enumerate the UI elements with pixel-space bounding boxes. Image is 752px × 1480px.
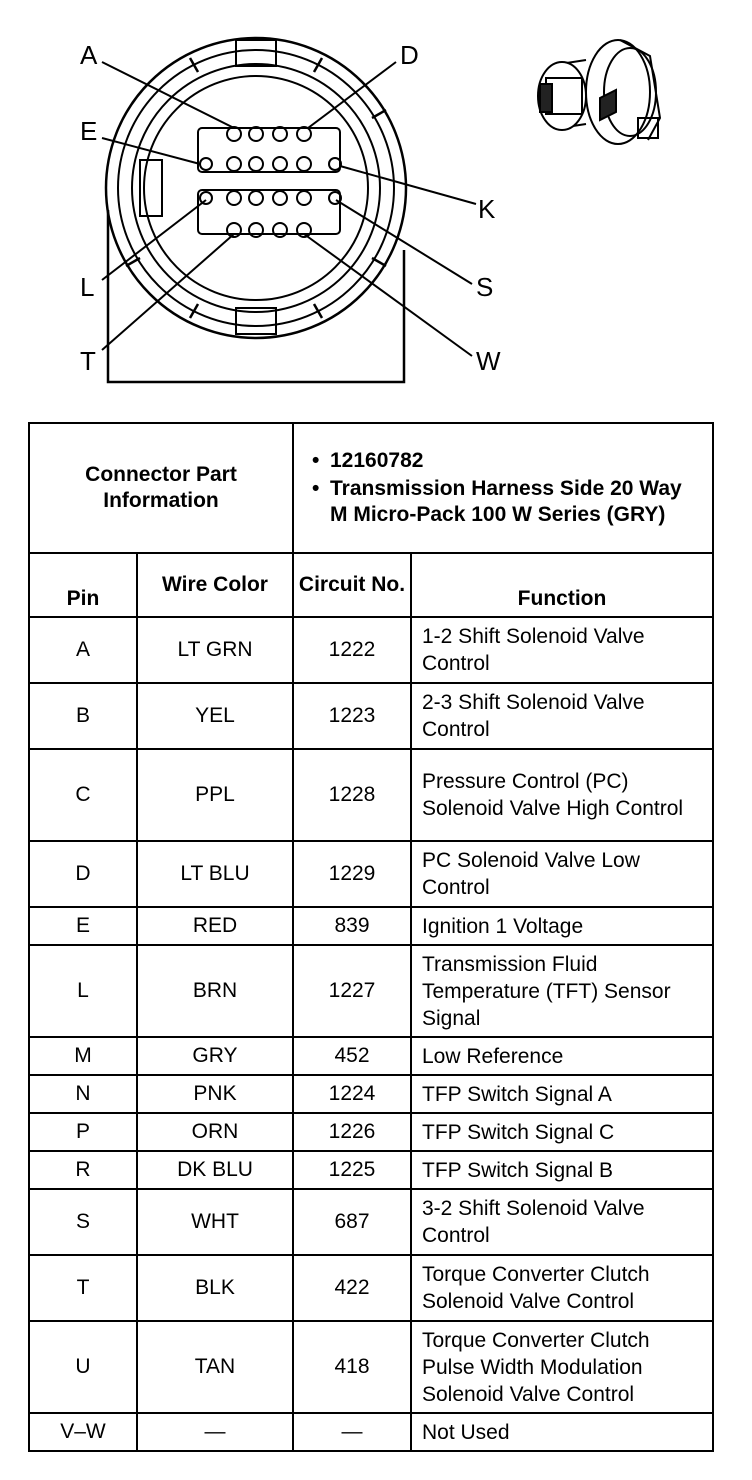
wire-color-cell: ORN (137, 1113, 293, 1151)
pin-cell: L (29, 945, 137, 1037)
pin-label-k: K (478, 194, 496, 224)
circuit-number-cell: 1225 (293, 1151, 411, 1189)
pin-label-s: S (476, 272, 494, 302)
wire-color-cell: — (137, 1413, 293, 1451)
circuit-number-cell: 1229 (293, 841, 411, 907)
connector-info-label-text: Connector Part Information (85, 463, 237, 512)
wire-color-cell: DK BLU (137, 1151, 293, 1189)
wire-color-cell: LT GRN (137, 617, 293, 683)
wire-color-cell: PPL (137, 749, 293, 841)
function-cell: TFP Switch Signal A (411, 1075, 713, 1113)
table-row (29, 1113, 713, 1151)
function-cell: Pressure Control (PC) Solenoid Valve High Control (411, 749, 713, 841)
wire-color-cell: TAN (137, 1321, 293, 1413)
connector-face-diagram (0, 0, 752, 400)
wire-color-cell: LT BLU (137, 841, 293, 907)
connector-inner-ring (144, 76, 368, 300)
table-row (29, 617, 713, 683)
header-pin: Pin (29, 553, 137, 617)
connector-3d-illustration (538, 40, 660, 144)
circuit-number-cell: 422 (293, 1255, 411, 1321)
function-cell: Not Used (411, 1413, 713, 1451)
table-row (29, 683, 713, 749)
pin-cell: V–W (29, 1413, 137, 1451)
table-row (29, 1321, 713, 1413)
connector-outer-ring (106, 38, 406, 338)
header-function: Function (411, 553, 713, 617)
connector-info-label (29, 423, 293, 553)
function-cell: PC Solenoid Valve Low Control (411, 841, 713, 907)
circuit-number-cell: 1227 (293, 945, 411, 1037)
leader-line-k (340, 166, 476, 204)
circuit-number-cell: 1226 (293, 1113, 411, 1151)
pin-cell: P (29, 1113, 137, 1151)
pin-label-a: A (80, 40, 98, 70)
wire-color-cell: BLK (137, 1255, 293, 1321)
wire-color-cell: WHT (137, 1189, 293, 1255)
table-row (29, 945, 713, 1037)
part-number: 12160782 (330, 449, 424, 472)
table-row (29, 907, 713, 945)
connector-description-item (308, 476, 704, 528)
connector-info-row (29, 423, 713, 553)
function-cell: TFP Switch Signal B (411, 1151, 713, 1189)
header-wire-color: Wire Color (137, 553, 293, 617)
table-row (29, 1255, 713, 1321)
circuit-number-cell: 418 (293, 1321, 411, 1413)
table-row (29, 1037, 713, 1075)
pin-cell: N (29, 1075, 137, 1113)
pin-cell: E (29, 907, 137, 945)
part-number-item (308, 448, 704, 474)
connector-description: Transmission Harness Side 20 Way M Micro-Pack 100 W Series (GRY) (330, 477, 682, 526)
pin-label-w: W (476, 346, 501, 376)
circuit-number-cell: 452 (293, 1037, 411, 1075)
pin-cell: T (29, 1255, 137, 1321)
table-body (29, 617, 713, 1451)
function-cell: Low Reference (411, 1037, 713, 1075)
connector-pinout-table (28, 422, 714, 1452)
function-cell: Transmission Fluid Temperature (TFT) Sensor Signal (411, 945, 713, 1037)
pin-cell: U (29, 1321, 137, 1413)
connector-info-value (293, 423, 713, 553)
pin-cell: C (29, 749, 137, 841)
circuit-number-cell: 1223 (293, 683, 411, 749)
function-cell: 1-2 Shift Solenoid Valve Control (411, 617, 713, 683)
bullet-glyph: • (312, 449, 320, 472)
function-cell: Torque Converter Clutch Solenoid Valve Control (411, 1255, 713, 1321)
pin-cell: R (29, 1151, 137, 1189)
circuit-number-cell: 1222 (293, 617, 411, 683)
circuit-number-cell: 839 (293, 907, 411, 945)
table-row (29, 749, 713, 841)
wire-color-cell: GRY (137, 1037, 293, 1075)
pin-cell: D (29, 841, 137, 907)
table-header-row (29, 553, 713, 617)
table-row (29, 1189, 713, 1255)
pin-cell: M (29, 1037, 137, 1075)
function-cell: TFP Switch Signal C (411, 1113, 713, 1151)
table-row (29, 841, 713, 907)
wire-color-cell: RED (137, 907, 293, 945)
wire-color-cell: YEL (137, 683, 293, 749)
leader-line-l (102, 200, 206, 280)
header-circuit-no: Circuit No. (293, 553, 411, 617)
function-cell: 2-3 Shift Solenoid Valve Control (411, 683, 713, 749)
function-cell: Torque Converter Clutch Pulse Width Modulation Solenoid Valve Control (411, 1321, 713, 1413)
pin-label-t: T (80, 346, 96, 376)
table-row (29, 1151, 713, 1189)
function-cell: Ignition 1 Voltage (411, 907, 713, 945)
pin-cell: B (29, 683, 137, 749)
pin-cell: A (29, 617, 137, 683)
pin-label-l: L (80, 272, 95, 302)
wire-color-cell: BRN (137, 945, 293, 1037)
pin-block-upper (198, 127, 341, 172)
circuit-number-cell: 687 (293, 1189, 411, 1255)
circuit-number-cell: 1224 (293, 1075, 411, 1113)
table-row (29, 1075, 713, 1113)
table-row (29, 1413, 713, 1451)
bullet-glyph: • (312, 477, 320, 500)
pin-label-e: E (80, 116, 98, 146)
wire-color-cell: PNK (137, 1075, 293, 1113)
pin-block-lower (198, 190, 341, 237)
circuit-number-cell: 1228 (293, 749, 411, 841)
leader-line-w (304, 234, 472, 356)
pin-cell: S (29, 1189, 137, 1255)
circuit-number-cell: — (293, 1413, 411, 1451)
pin-label-d: D (400, 40, 419, 70)
function-cell: 3-2 Shift Solenoid Valve Control (411, 1189, 713, 1255)
top-latch (236, 40, 276, 66)
